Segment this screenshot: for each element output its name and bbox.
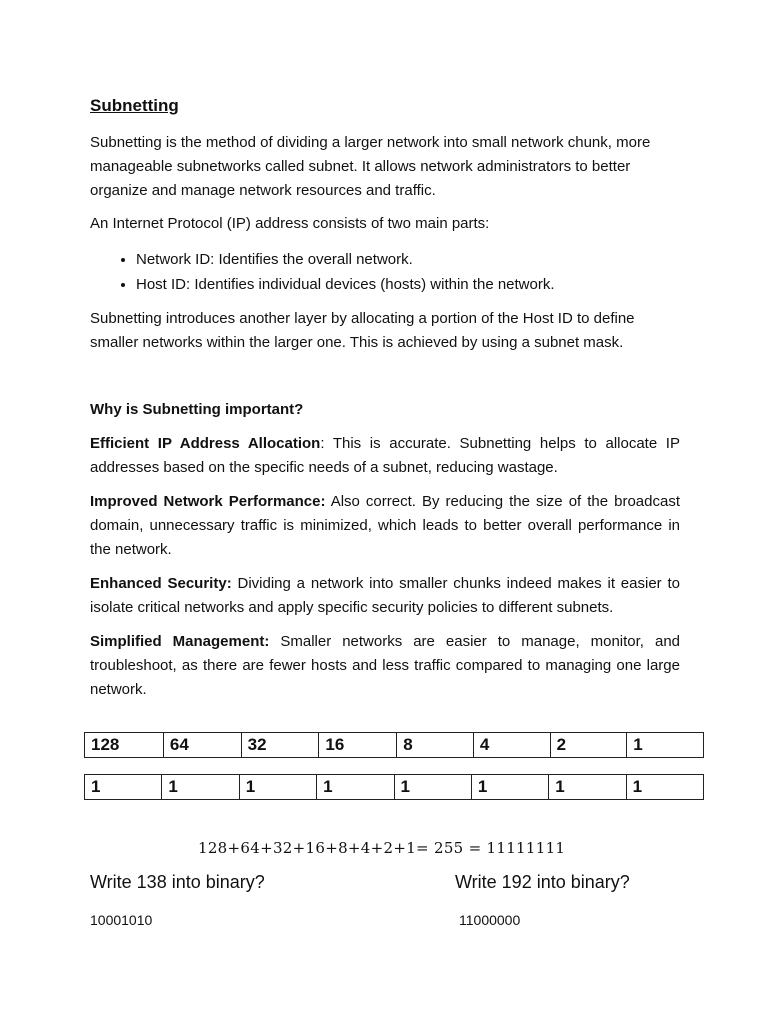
table-cell: 1 <box>239 775 316 800</box>
point-text: Smaller networks are easier to manage, monitor, and troubleshoot, as there are fewer hosts and less traffic compared to managing one large network. <box>90 633 680 698</box>
intro-paragraph: Subnetting is the method of dividing a larger network into small network chunk, more manageable subnetworks called subnet. It allows network administrators to better organize and manage network resources and traffic. <box>90 134 651 199</box>
bit-values-table <box>84 732 704 758</box>
point-sep <box>269 633 280 650</box>
point-text: Dividing a network into smaller chunks indeed makes it easier to isolate critical networks and apply specific security policies to different subnets. <box>90 575 680 616</box>
answer-1: 10001010 <box>90 912 153 928</box>
question-2: Write 192 into binary? <box>455 872 630 892</box>
point-term: Improved Network Performance: <box>90 493 326 510</box>
table-cell: 1 <box>317 775 394 800</box>
point-efficient <box>90 432 680 480</box>
table-cell: 1 <box>626 775 703 800</box>
table-cell: 1 <box>471 775 548 800</box>
ip-parts-intro: An Internet Protocol (IP) address consists of two main parts: <box>90 215 490 232</box>
why-heading-text: Why is Subnetting important? <box>90 401 304 418</box>
ip-parts-list <box>90 247 696 297</box>
point-performance <box>90 490 680 562</box>
table-cell: 1 <box>85 775 162 800</box>
why-heading <box>90 398 680 422</box>
sum-equation: 128+64+32+16+8+4+2+1= 255 = 11111111 <box>198 839 566 857</box>
table-cell: 1 <box>627 733 704 758</box>
point-term: Simplified Management: <box>90 633 270 650</box>
table-cell: 2 <box>550 733 627 758</box>
point-term: Enhanced Security: <box>90 575 232 592</box>
point-management <box>90 630 680 702</box>
point-term: Efficient IP Address Allocation <box>90 435 321 452</box>
point-text: Also correct. By reducing the size of the broadcast domain, unnecessary traffic is minimized, which leads to better overall performance in the network. <box>90 493 681 558</box>
table-cell: 32 <box>241 733 319 758</box>
table-cell: 64 <box>163 733 241 758</box>
answer-2: 11000000 <box>459 912 521 928</box>
point-security <box>90 572 680 620</box>
table-row <box>85 733 704 758</box>
table-cell: 1 <box>162 775 239 800</box>
point-sep: : <box>320 435 333 452</box>
question-1: Write 138 into binary? <box>90 872 265 892</box>
subnet-layer-paragraph: Subnetting introduces another layer by allocating a portion of the Host ID to define smaller networks within the larger one. This is achieved by using a subnet mask. <box>90 310 635 351</box>
table-cell: 1 <box>549 775 626 800</box>
page-title: Subnetting <box>90 96 179 115</box>
table-cell: 128 <box>85 733 164 758</box>
table-cell: 8 <box>397 733 474 758</box>
list-item: • Host ID: Identifies individual devices (hosts) within the network. <box>136 272 696 297</box>
table-cell: 1 <box>394 775 471 800</box>
point-text: This is accurate. Subnetting helps to allocate IP addresses based on the specific needs of a subnet, reducing wastage. <box>90 435 680 476</box>
table-cell: 4 <box>473 733 550 758</box>
bit-flags-table <box>84 774 704 800</box>
table-cell: 16 <box>319 733 397 758</box>
table-row <box>85 775 704 800</box>
list-item: • Network ID: Identifies the overall network. <box>136 247 696 272</box>
